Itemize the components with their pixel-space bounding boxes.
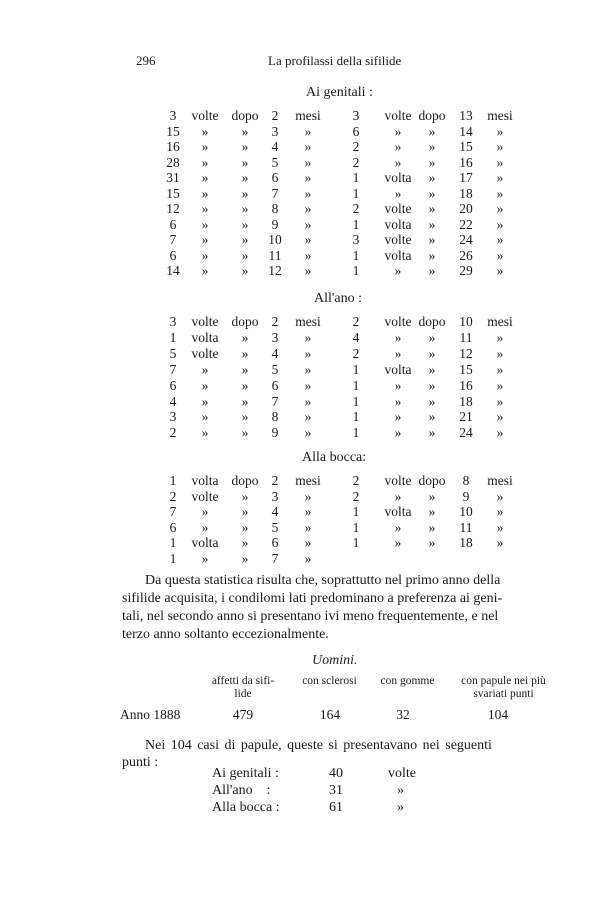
- value-gomme: 32: [396, 707, 410, 722]
- table-cell: 12: [268, 263, 282, 278]
- table-cell: 7: [271, 185, 279, 201]
- table-cell: 11: [459, 329, 473, 345]
- table-cell: 2: [352, 488, 360, 504]
- table-cell: »: [201, 139, 209, 154]
- table-cell: »: [394, 185, 402, 201]
- table-cell: 14: [166, 263, 180, 278]
- table-cell: 22: [459, 216, 473, 232]
- table-cell: »: [394, 263, 402, 278]
- table-cell: »: [304, 216, 312, 232]
- table-cell: »: [496, 263, 504, 278]
- table-cell: volte: [384, 232, 412, 247]
- table-cell: mesi: [487, 473, 513, 488]
- table-cell: 29: [459, 263, 473, 278]
- table-cell: dopo: [418, 314, 446, 329]
- summary-label: Ai genitali :: [212, 766, 279, 781]
- table-cell: »: [496, 361, 504, 377]
- table-cell: »: [496, 329, 504, 345]
- table-cell: »: [428, 139, 436, 154]
- table-cell: »: [201, 519, 209, 535]
- table-cell: 9: [271, 425, 279, 441]
- table-cell: volta: [191, 535, 219, 551]
- table-cell: 1: [169, 535, 177, 551]
- table-cell: 18: [459, 185, 473, 201]
- table-cell: mesi: [487, 108, 513, 123]
- table-cell: mesi: [295, 314, 321, 329]
- table-cell: »: [394, 345, 402, 361]
- table-cell: »: [428, 488, 436, 504]
- table-cell: 1: [352, 393, 360, 409]
- table-cell: volte: [191, 345, 219, 361]
- table-cell: »: [201, 232, 209, 247]
- table-cell: dopo: [231, 314, 259, 329]
- table-cell: volte: [191, 108, 219, 123]
- table-cell: »: [241, 377, 249, 393]
- table-cell: »: [428, 345, 436, 361]
- table-cell: 2: [271, 314, 279, 329]
- table-cell: dopo: [231, 473, 259, 488]
- summary-count: 61: [329, 800, 343, 815]
- table-cell: »: [428, 519, 436, 535]
- table-cell: »: [428, 216, 436, 232]
- table-cell: 1: [352, 263, 360, 278]
- table-cell: 17: [459, 170, 473, 185]
- table-cell: 2: [271, 108, 279, 123]
- table-cell: »: [428, 232, 436, 247]
- table-cell: »: [201, 201, 209, 216]
- table-cell: »: [394, 123, 402, 139]
- table-cell: volta: [384, 170, 412, 185]
- section-title-genitali: Ai genitali :: [306, 85, 373, 100]
- table-cell: »: [241, 247, 249, 263]
- table-cell: 2: [352, 345, 360, 361]
- section-title-ano: All'ano :: [314, 291, 363, 306]
- table-cell: 7: [169, 232, 177, 247]
- table-cell: 1: [352, 519, 360, 535]
- table-cell: 1: [352, 185, 360, 201]
- row-label-anno: Anno 1888: [120, 707, 181, 722]
- table-cell: 2: [352, 201, 360, 216]
- page-number: 296: [136, 53, 156, 68]
- table-cell: »: [201, 551, 209, 566]
- table-cell: 5: [271, 519, 279, 535]
- table-cell: 11: [459, 519, 473, 535]
- table-cell: 15: [166, 185, 180, 201]
- table-cell: volta: [191, 329, 219, 345]
- table-cell: »: [201, 185, 209, 201]
- table-cell: »: [304, 232, 312, 247]
- table-cell: volte: [191, 488, 219, 504]
- table-cell: »: [201, 377, 209, 393]
- section-title-bocca: Alla bocca:: [302, 450, 367, 465]
- table-cell: »: [496, 247, 504, 263]
- table-cell: »: [428, 263, 436, 278]
- table-cell: volta: [384, 247, 412, 263]
- table-cell: »: [496, 345, 504, 361]
- table-cell: »: [496, 139, 504, 154]
- table-cell: »: [428, 393, 436, 409]
- table-cell: »: [241, 154, 249, 170]
- table-cell: »: [496, 535, 504, 551]
- table-cell: »: [304, 247, 312, 263]
- table-cell: »: [241, 393, 249, 409]
- table-cell: volte: [384, 314, 412, 329]
- table-cell: 8: [271, 201, 279, 216]
- table-cell: 1: [352, 216, 360, 232]
- table-cell: »: [496, 201, 504, 216]
- table-cell: »: [304, 393, 312, 409]
- table-cell: 12: [459, 345, 473, 361]
- table-cell: »: [241, 170, 249, 185]
- table-cell: »: [304, 504, 312, 520]
- table-cell: 5: [169, 345, 177, 361]
- table-cell: »: [201, 123, 209, 139]
- table-cell: 7: [169, 361, 177, 377]
- table-cell: 3: [352, 232, 360, 247]
- table-cell: »: [201, 154, 209, 170]
- table-cell: 4: [271, 504, 279, 520]
- table-cell: 7: [271, 551, 279, 566]
- table-cell: »: [394, 425, 402, 441]
- table-cell: 15: [166, 123, 180, 139]
- table-cell: 8: [271, 409, 279, 425]
- table-cell: 6: [169, 377, 177, 393]
- table-cell: dopo: [231, 108, 259, 123]
- table-cell: volta: [384, 504, 412, 520]
- table-cell: 2: [169, 488, 177, 504]
- table-cell: 1: [352, 247, 360, 263]
- summary-count: 31: [329, 783, 343, 798]
- table-cell: »: [394, 488, 402, 504]
- table-cell: »: [201, 409, 209, 425]
- table-cell: »: [428, 535, 436, 551]
- table-cell: 10: [459, 504, 473, 520]
- table-cell: 2: [352, 473, 360, 488]
- table-cell: »: [241, 185, 249, 201]
- table-cell: »: [241, 201, 249, 216]
- value-affetti: 479: [232, 707, 254, 722]
- table-cell: 5: [271, 361, 279, 377]
- table-cell: »: [496, 425, 504, 441]
- table-cell: »: [201, 425, 209, 441]
- table-cell: 1: [352, 361, 360, 377]
- table-cell: »: [304, 488, 312, 504]
- table-cell: »: [304, 551, 312, 566]
- table-cell: mesi: [295, 108, 321, 123]
- table-cell: »: [241, 488, 249, 504]
- table-cell: »: [496, 154, 504, 170]
- table-cell: 4: [271, 139, 279, 154]
- table-cell: »: [201, 504, 209, 520]
- summary-label: Alla bocca :: [212, 800, 280, 815]
- summary-unit: volte: [388, 766, 416, 781]
- table-cell: »: [496, 377, 504, 393]
- paragraph-line: tali, nel secondo anno si presentano ivi meno frequentemente, e nel: [122, 609, 499, 624]
- table-cell: »: [241, 519, 249, 535]
- table-cell: »: [496, 409, 504, 425]
- table-cell: »: [304, 345, 312, 361]
- table-cell: 28: [166, 154, 180, 170]
- table-cell: 2: [271, 473, 279, 488]
- table-cell: »: [496, 519, 504, 535]
- table-cell: »: [496, 185, 504, 201]
- table-cell: 31: [166, 170, 180, 185]
- table-cell: 16: [459, 377, 473, 393]
- table-cell: »: [394, 329, 402, 345]
- table-cell: 6: [169, 519, 177, 535]
- table-cell: »: [304, 201, 312, 216]
- table-cell: 6: [169, 247, 177, 263]
- table-cell: »: [428, 201, 436, 216]
- paragraph2-line: punti :: [122, 755, 159, 770]
- table-cell: »: [428, 247, 436, 263]
- table-cell: 20: [459, 201, 473, 216]
- table-cell: 1: [352, 425, 360, 441]
- table-cell: »: [394, 519, 402, 535]
- table-cell: »: [394, 377, 402, 393]
- table-cell: »: [394, 409, 402, 425]
- table-cell: »: [304, 139, 312, 154]
- table-cell: 6: [271, 535, 279, 551]
- table-cell: 16: [459, 154, 473, 170]
- table-cell: 13: [459, 108, 473, 123]
- table-cell: 18: [459, 535, 473, 551]
- table-cell: volte: [384, 473, 412, 488]
- table-cell: volte: [384, 201, 412, 216]
- table-cell: »: [394, 139, 402, 154]
- table-cell: »: [201, 361, 209, 377]
- table-cell: »: [241, 123, 249, 139]
- table-cell: 7: [271, 393, 279, 409]
- table-cell: »: [304, 361, 312, 377]
- table-cell: volta: [384, 216, 412, 232]
- table-cell: 10: [268, 232, 282, 247]
- table-cell: »: [428, 425, 436, 441]
- paragraph-line: terzo anno soltanto eccezionalmente.: [122, 627, 329, 642]
- table-cell: 4: [352, 329, 360, 345]
- table-cell: »: [496, 170, 504, 185]
- table-cell: »: [304, 170, 312, 185]
- table-cell: 15: [459, 139, 473, 154]
- table-cell: »: [241, 409, 249, 425]
- paragraph-line: sifilide acquisita, i condilomi lati predominano a preferenza ai geni-: [122, 591, 503, 606]
- table-cell: 6: [169, 216, 177, 232]
- table-cell: 9: [462, 488, 470, 504]
- table-cell: »: [496, 123, 504, 139]
- table-cell: 3: [169, 108, 177, 123]
- table-cell: 9: [271, 216, 279, 232]
- table-cell: 1: [352, 170, 360, 185]
- table-cell: »: [428, 361, 436, 377]
- table-cell: 2: [352, 139, 360, 154]
- table-cell: 4: [169, 393, 177, 409]
- col-header-gomme: con gomme: [380, 675, 435, 687]
- table-cell: 2: [352, 154, 360, 170]
- table-cell: 1: [352, 504, 360, 520]
- table-cell: 26: [459, 247, 473, 263]
- table-cell: 1: [352, 409, 360, 425]
- table-cell: »: [428, 409, 436, 425]
- table-cell: 21: [459, 409, 473, 425]
- table-cell: 24: [459, 232, 473, 247]
- running-title: La profilassi della sifilide: [268, 53, 402, 68]
- table-cell: »: [428, 329, 436, 345]
- table-cell: »: [201, 393, 209, 409]
- table-cell: »: [201, 216, 209, 232]
- table-cell: 1: [169, 329, 177, 345]
- table-cell: »: [394, 535, 402, 551]
- table-cell: »: [241, 504, 249, 520]
- table-cell: 3: [271, 123, 279, 139]
- table-cell: »: [241, 329, 249, 345]
- table-cell: 8: [462, 473, 470, 488]
- table-cell: volte: [384, 108, 412, 123]
- table-cell: »: [428, 170, 436, 185]
- table-cell: 7: [169, 504, 177, 520]
- uomini-title: Uomini.: [312, 653, 358, 668]
- table-cell: »: [241, 425, 249, 441]
- table-cell: 3: [352, 108, 360, 123]
- table-cell: »: [304, 535, 312, 551]
- table-cell: »: [241, 139, 249, 154]
- summary-count: 40: [329, 766, 343, 781]
- table-cell: »: [394, 393, 402, 409]
- table-cell: 24: [459, 425, 473, 441]
- table-cell: 10: [459, 314, 473, 329]
- table-cell: mesi: [487, 314, 513, 329]
- table-cell: 14: [459, 123, 473, 139]
- table-cell: »: [496, 488, 504, 504]
- table-cell: »: [201, 263, 209, 278]
- table-cell: »: [241, 232, 249, 247]
- table-cell: »: [241, 361, 249, 377]
- table-cell: »: [304, 263, 312, 278]
- table-cell: mesi: [295, 473, 321, 488]
- table-cell: 12: [166, 201, 180, 216]
- table-cell: »: [304, 329, 312, 345]
- table-cell: 1: [169, 473, 177, 488]
- table-cell: »: [304, 154, 312, 170]
- table-cell: »: [201, 247, 209, 263]
- table-cell: »: [428, 185, 436, 201]
- table-cell: »: [304, 409, 312, 425]
- table-cell: volte: [191, 314, 219, 329]
- table-cell: »: [241, 551, 249, 566]
- table-cell: 18: [459, 393, 473, 409]
- table-cell: »: [428, 504, 436, 520]
- table-cell: »: [241, 345, 249, 361]
- table-cell: »: [496, 393, 504, 409]
- table-cell: »: [428, 377, 436, 393]
- summary-unit: »: [397, 783, 404, 798]
- table-cell: »: [304, 519, 312, 535]
- table-cell: »: [241, 535, 249, 551]
- paragraph-line: Da questa statistica risulta che, soprattutto nel primo anno della: [145, 573, 501, 588]
- table-cell: 6: [352, 123, 360, 139]
- paragraph2-line: Nei 104 casi di papule, queste si presentavano nei seguenti: [145, 738, 492, 753]
- table-cell: 1: [169, 551, 177, 566]
- table-cell: »: [496, 232, 504, 247]
- table-cell: »: [496, 216, 504, 232]
- table-cell: 11: [268, 247, 282, 263]
- table-cell: dopo: [418, 108, 446, 123]
- table-cell: 3: [169, 409, 177, 425]
- table-cell: 3: [271, 488, 279, 504]
- col-header-papule: con papule nei più svariati punti: [461, 675, 546, 700]
- value-sclerosi: 164: [319, 707, 341, 722]
- table-cell: volta: [384, 361, 412, 377]
- table-cell: »: [304, 425, 312, 441]
- table-cell: »: [496, 504, 504, 520]
- table-cell: 5: [271, 154, 279, 170]
- table-cell: 6: [271, 170, 279, 185]
- table-cell: »: [394, 154, 402, 170]
- col-header-sclerosi: con sclerosi: [302, 675, 357, 687]
- table-cell: dopo: [418, 473, 446, 488]
- table-cell: 2: [352, 314, 360, 329]
- table-cell: 1: [352, 535, 360, 551]
- col-header-affetti: affetti da sifi- lide: [211, 675, 275, 700]
- table-cell: volta: [191, 473, 219, 488]
- summary-label: All'ano :: [212, 783, 271, 798]
- table-cell: »: [428, 123, 436, 139]
- table-cell: »: [428, 154, 436, 170]
- table-cell: 6: [271, 377, 279, 393]
- table-cell: »: [241, 216, 249, 232]
- table-cell: 15: [459, 361, 473, 377]
- table-cell: 1: [352, 377, 360, 393]
- table-cell: 3: [271, 329, 279, 345]
- table-cell: »: [201, 170, 209, 185]
- table-cell: 4: [271, 345, 279, 361]
- table-cell: »: [304, 123, 312, 139]
- table-cell: 3: [169, 314, 177, 329]
- table-cell: 2: [169, 425, 177, 441]
- summary-unit: »: [397, 800, 404, 815]
- value-papule: 104: [487, 707, 509, 722]
- table-cell: 16: [166, 139, 180, 154]
- table-cell: »: [241, 263, 249, 278]
- table-cell: »: [304, 377, 312, 393]
- table-cell: »: [304, 185, 312, 201]
